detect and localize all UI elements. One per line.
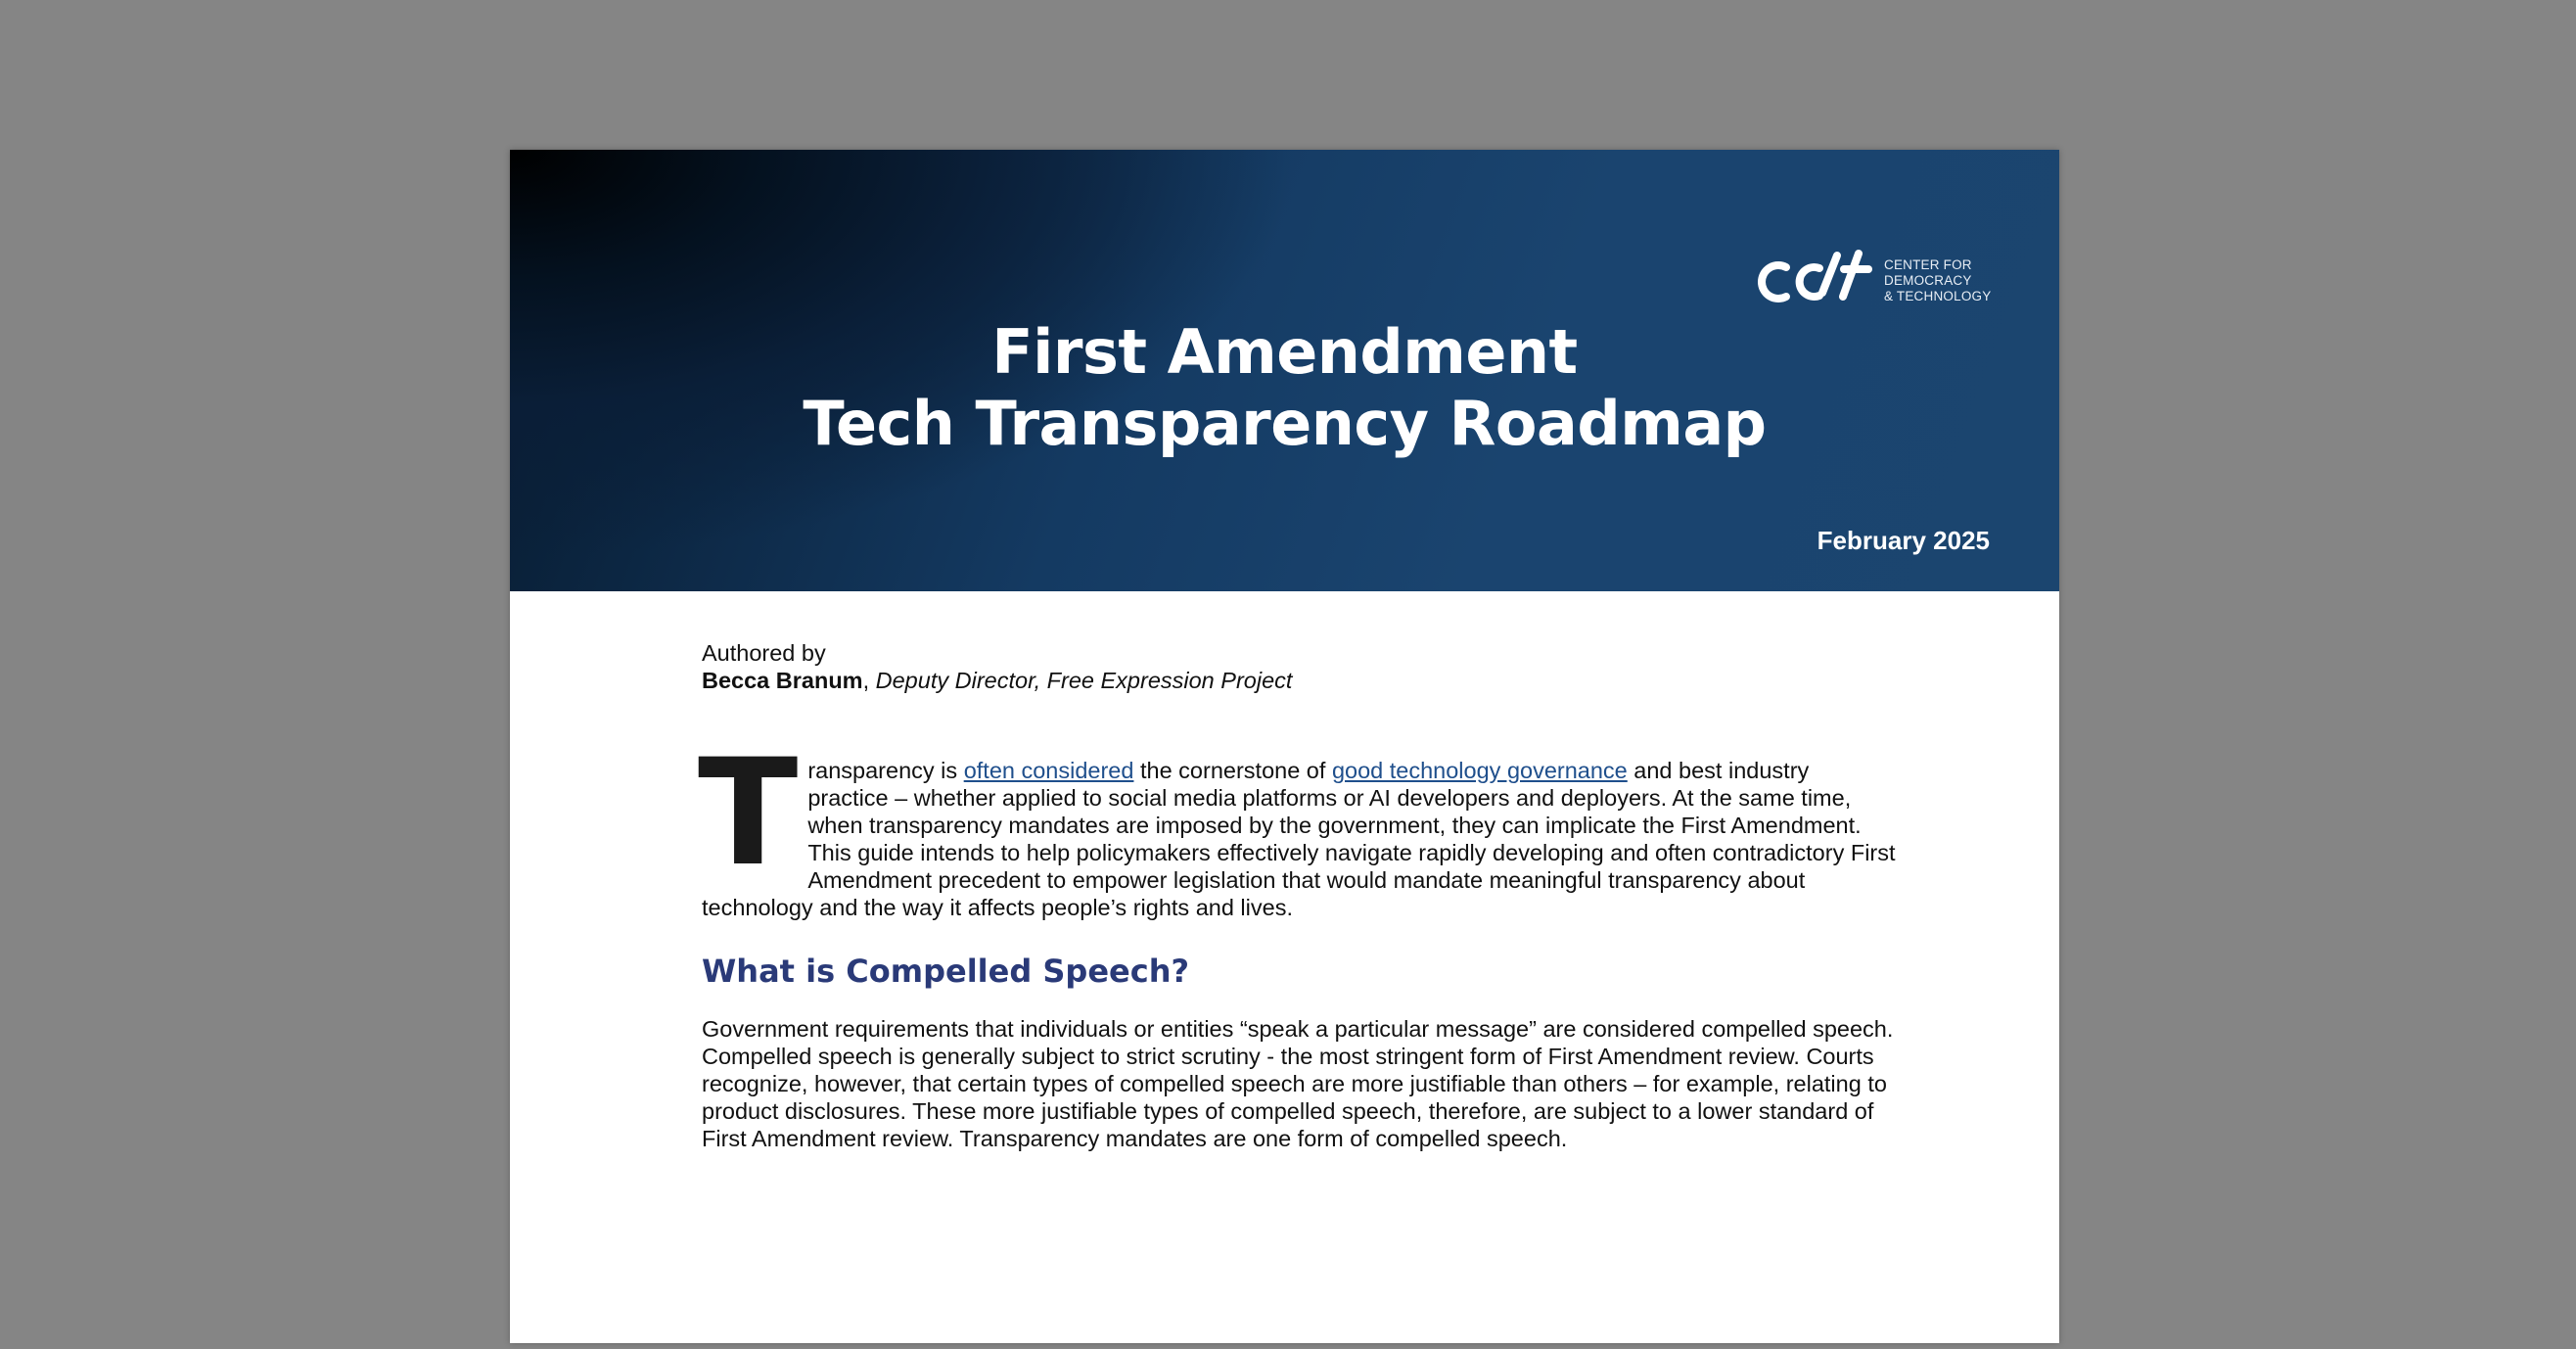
drop-cap: T [698, 728, 799, 899]
section-paragraph: Government requirements that individuals or entities “speak a particular message” are considered compelled speech. Compelled speech is generally subject to strict scrutiny - the most stringent form of First Amendment review. Courts recognize, however, that certain types of compelled speech are more justifiable than others – for example, relating to product disclosures. These more justifiable types of compelled speech, therefore, are subject to a lower standard of First Amendment review. Transparency mandates are one form of compelled speech. [702, 1016, 1894, 1151]
author-name: Becca Branum [702, 668, 863, 693]
logo-line-2: DEMOCRACY [1884, 273, 1972, 288]
byline [702, 639, 1896, 694]
logo-line-3: & TECHNOLOGY [1884, 289, 1992, 303]
intro-text-3: and best industry practice – whether applied to social media platforms or AI developers and deployers. At the same time, when transparency mandates are imposed by the government, they can implicate the First Amendment. This guide intends to help policymakers effectively navigate rapidly developing and often contradictory First Amendment precedent to empower legislation that would mandate meaningful transparency about technology and the way it affects people’s rights and lives. [702, 758, 1896, 920]
intro-text-2: the cornerstone of [1133, 758, 1332, 783]
document-body [698, 639, 1896, 1152]
link-good-technology-governance[interactable]: good technology governance [1331, 758, 1628, 783]
title-line-2: Tech Transparency Roadmap [803, 388, 1767, 459]
title-line-1: First Amendment [991, 316, 1578, 388]
section-heading: What is Compelled Speech? [702, 953, 1190, 990]
logo-wordmark [1884, 257, 1991, 304]
byline-separator: , [862, 668, 876, 693]
header-banner [510, 150, 2059, 591]
document-page [510, 150, 2059, 1343]
intro-text-1: ransparency is [807, 758, 964, 783]
byline-label: Authored by [702, 640, 826, 666]
cdt-logo-mark-icon [1753, 236, 1880, 314]
intro-paragraph [698, 728, 1896, 921]
publication-date: February 2025 [1817, 526, 1990, 555]
cdt-logo [1753, 236, 1992, 314]
logo-line-1: CENTER FOR [1884, 257, 1972, 272]
author-role: Deputy Director, Free Expression Project [875, 668, 1293, 693]
link-often-considered[interactable]: often considered [963, 758, 1134, 783]
document-title [510, 316, 2059, 459]
